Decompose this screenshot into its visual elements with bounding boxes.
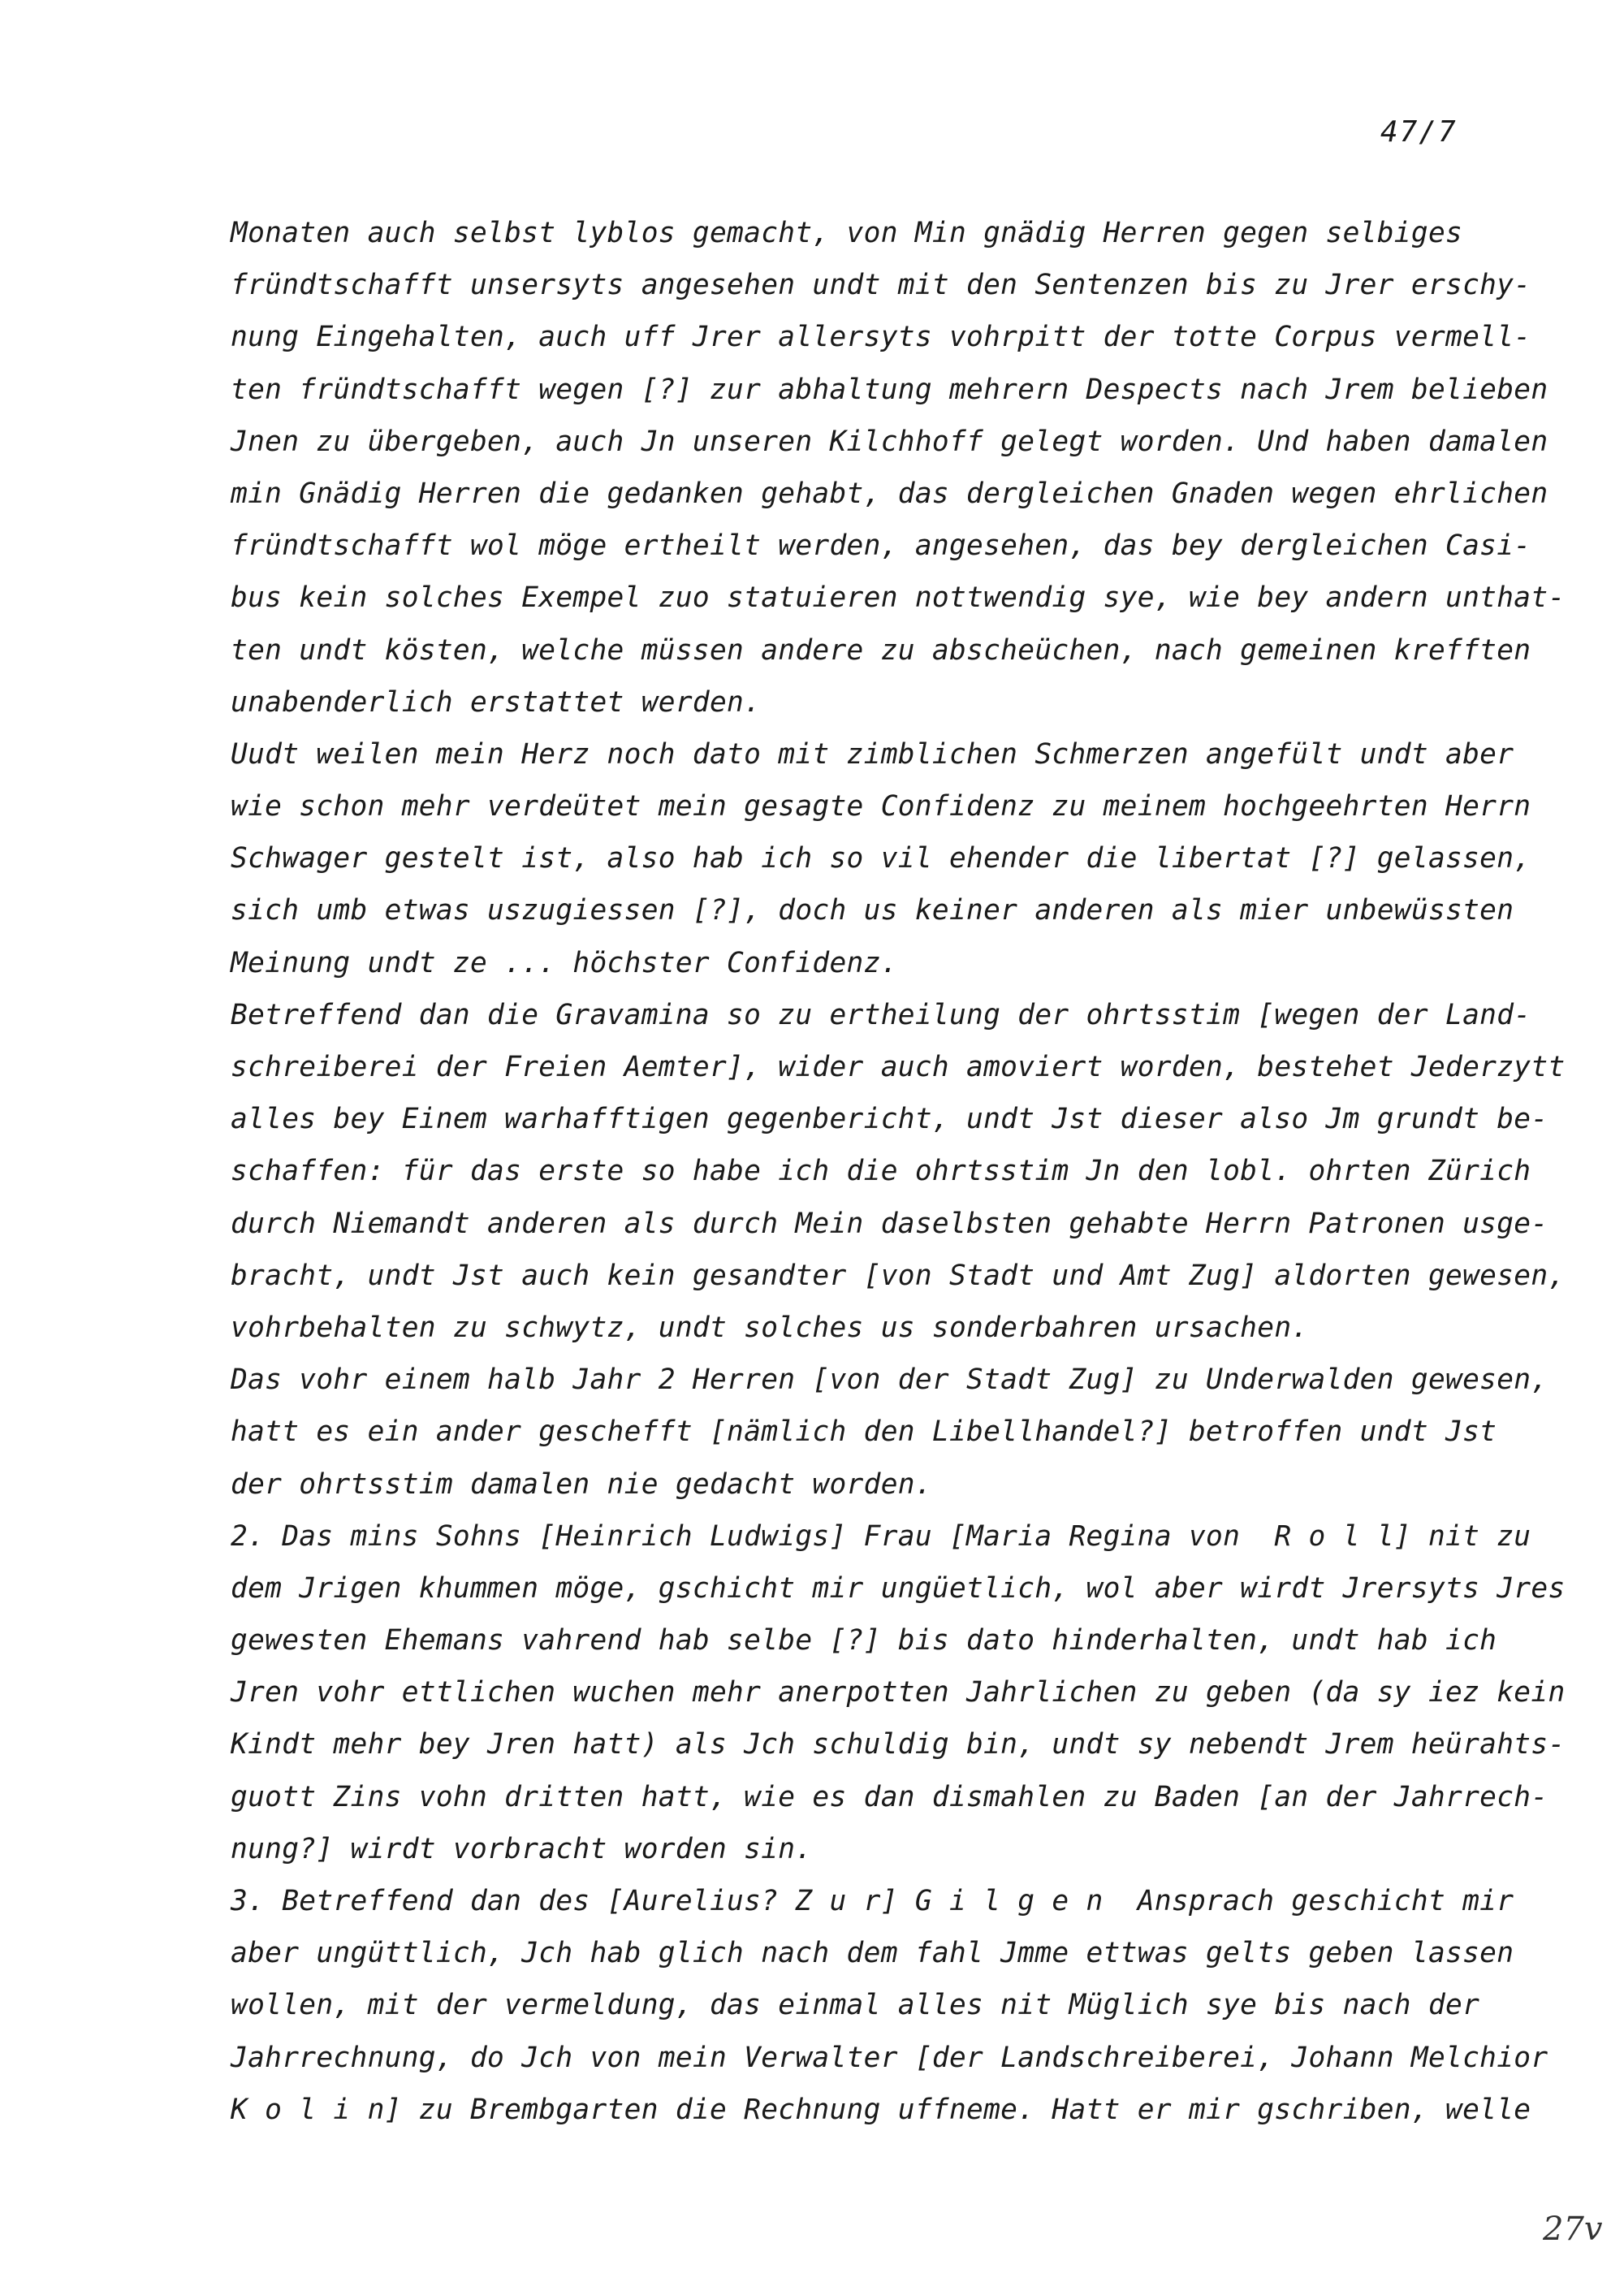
text-line: fründtschafft wol möge ertheilt werden, angesehen, das bey dergleichen Casi-	[231, 529, 1531, 563]
text-line: Uudt weilen mein Herz noch dato mit zimblichen Schmerzen angefült undt aber	[231, 737, 1514, 771]
text-line: K o l i n] zu Brembgarten die Rechnung uffneme. Hatt er mir gschriben, welle	[231, 2093, 1531, 2126]
text-line: dem Jrigen khummen möge, gschicht mir ungüetlich, wol aber wirdt Jrersyts Jres	[231, 1571, 1566, 1605]
page-number: 47/7	[1380, 115, 1458, 149]
text-line: Jnen zu übergeben, auch Jn unseren Kilchhoff gelegt worden. Und haben damalen	[231, 425, 1548, 458]
text-line: nung?] wirdt vorbracht worden sin.	[231, 1832, 813, 1865]
text-line: Betreffend dan die Gravamina so zu ertheilung der ohrtsstim [wegen der Land-	[231, 998, 1531, 1031]
text-line: Das vohr einem halb Jahr 2 Herren [von der Stadt Zug] zu Underwalden gewesen,	[231, 1364, 1548, 1397]
text-line: der ohrtsstim damalen nie gedacht worden.	[231, 1467, 932, 1501]
text-line: durch Niemandt anderen als durch Mein daselbsten gehabte Herrn Patronen usge-	[231, 1207, 1548, 1240]
text-line: vohrbehalten zu schwytz, undt solches us sonderbahren ursachen.	[231, 1311, 1309, 1344]
text-line: ten fründtschafft wegen [?] zur abhaltung mehrern Despects nach Jrem belieben	[231, 373, 1548, 406]
transcription-text	[231, 207, 1566, 2136]
text-line: 3. Betreffend dan des [Aurelius? Z u r] G i l g e n Ansprach geschicht mir	[231, 1885, 1514, 1917]
text-line: unabenderlich erstattet werden.	[231, 685, 762, 719]
text-line: gewesten Ehemans vahrend hab selbe [?] bis dato hinderhalten, undt hab ich	[231, 1624, 1497, 1657]
text-line: Jren vohr ettlichen wuchen mehr anerpotten Jahrlichen zu geben (da sy iez kein	[231, 1676, 1566, 1709]
text-line: ten undt kösten, welche müssen andere zu abscheüchen, nach gemeinen krefften	[231, 633, 1531, 667]
text-line: Schwager gestelt ist, also hab ich so vil ehender die libertat [?] gelassen,	[231, 842, 1531, 875]
text-line: wollen, mit der vermeldung, das einmal alles nit Müglich sye bis nach der	[231, 1989, 1480, 2022]
text-line: wie schon mehr verdeütet mein gesagte Confidenz zu meinem hochgeehrten Herrn	[231, 790, 1531, 823]
folio-mark: 27v	[1543, 2211, 1603, 2248]
text-line: hatt es ein ander geschefft [nämlich den Libellhandel?] betroffen undt Jst	[231, 1415, 1497, 1449]
text-line: Kindt mehr bey Jren hatt) als Jch schuldig bin, undt sy nebendt Jrem heürahts-	[231, 1728, 1566, 1761]
text-line: sich umb etwas uszugiessen [?], doch us keiner anderen als mier unbewüssten	[231, 894, 1514, 927]
text-line: guott Zins vohn dritten hatt, wie es dan dismahlen zu Baden [an der Jahrrech-	[231, 1780, 1548, 1813]
text-line: alles bey Einem warhafftigen gegenbericht, undt Jst dieser also Jm grundt be-	[231, 1103, 1548, 1136]
text-line: Meinung undt ze ... höchster Confidenz.	[231, 946, 898, 979]
text-line: Monaten auch selbst lyblos gemacht, von Min gnädig Herren gegen selbiges	[231, 217, 1463, 249]
text-line: Jahrrechnung, do Jch von mein Verwalter [der Landschreiberei, Johann Melchior	[231, 2041, 1548, 2074]
text-line: fründtschafft unsersyts angesehen undt mit den Sentenzen bis zu Jrer erschy-	[231, 269, 1531, 302]
text-line: bus kein solches Exempel zuo statuieren nottwendig sye, wie bey andern unthat-	[231, 581, 1566, 615]
text-line: aber ungüttlich, Jch hab glich nach dem fahl Jmme ettwas gelts geben lassen	[231, 1937, 1514, 1970]
text-line: schaffen: für das erste so habe ich die ohrtsstim Jn den lobl. ohrten Zürich	[231, 1155, 1531, 1188]
text-line: schreiberei der Freien Aemter], wider auch amoviert worden, bestehet Jederzytt	[231, 1051, 1566, 1083]
text-line: nung Eingehalten, auch uff Jrer allersyts vohrpitt der totte Corpus vermell-	[231, 321, 1531, 354]
text-line: min Gnädig Herren die gedanken gehabt, das dergleichen Gnaden wegen ehrlichen	[231, 477, 1548, 510]
text-line: bracht, undt Jst auch kein gesandter [von Stadt und Amt Zug] aldorten gewesen,	[231, 1259, 1566, 1292]
text-line: 2. Das mins Sohns [Heinrich Ludwigs] Frau [Maria Regina von R o l l] nit zu	[231, 1519, 1531, 1553]
